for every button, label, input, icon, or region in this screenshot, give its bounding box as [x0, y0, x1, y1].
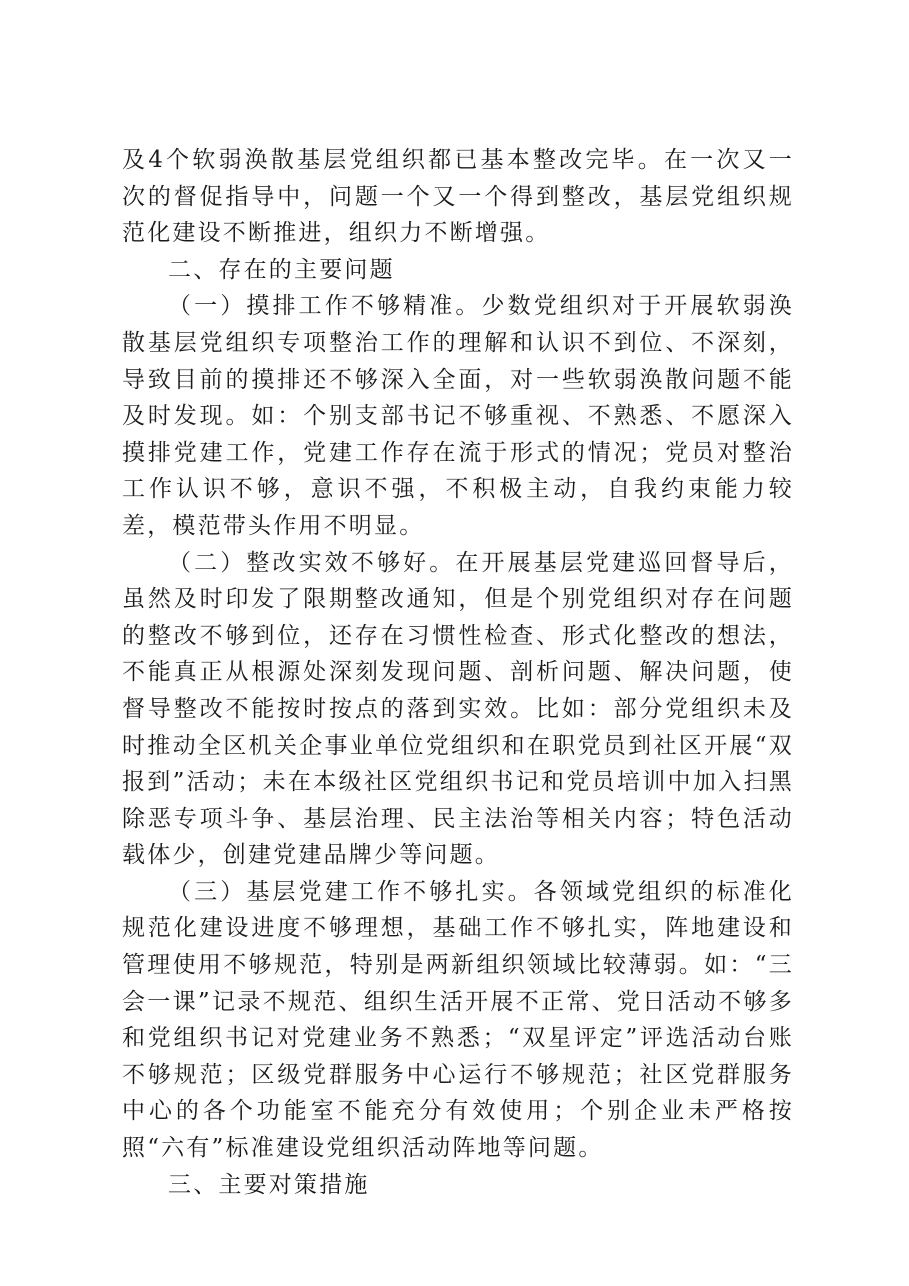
paragraph-problem-1: （一）摸排工作不够精准。少数党组织对于开展软弱涣散基层党组织专项整治工作的理解和认识不到位、不深刻，导致目前的摸排还不够深入全面，对一些软弱涣散问题不能及时发现。如：个别支部书记不够重视、不熟悉、不愿深入摸排党建工作，党建工作存在流于形式的情况；党员对整治工作认识不够，意识不强，不积极主动，自我约束能力较差，模范带头作用不明显。	[122, 293, 794, 539]
paragraph-problem-2: （二）整改实效不够好。在开展基层党建巡回督导后，虽然及时印发了限期整改通知，但是个别党组织对存在问题的整改不够到位，还存在习惯性检查、形式化整改的想法，不能真正从根源处深刻发现问题、剖析问题、解决问题，使督导整改不能按时按点的落到实效。比如：部分党组织未及时推动全区机关企事业单位党组织和在职党员到社区开展“双报到”活动；未在本级社区党组织书记和党员培训中加入扫黑除恶专项斗争、基层治理、民主法治等相关内容；特色活动载体少，创建党建品牌少等问题。	[122, 549, 794, 869]
paragraph-problem-3: （三）基层党建工作不够扎实。各领域党组织的标准化规范化建设进度不够理想，基础工作不够扎实，阵地建设和管理使用不够规范，特别是两新组织领域比较薄弱。如：“三会一课”记录不规范、组织生活开展不正常、党日活动不够多和党组织书记对党建业务不熟悉；“双星评定”评选活动台账不够规范；区级党群服务中心运行不够规范；社区党群服务中心的各个功能室不能充分有效使用；个别企业未严格按照“六有”标准建设党组织活动阵地等问题。	[122, 878, 794, 1162]
section-heading-main-problems: 二、存在的主要问题	[168, 256, 395, 283]
document-body	[122, 142, 794, 1203]
paragraph-rectification-summary: 及4个软弱涣散基层党组织都已基本整改完毕。在一次又一次的督促指导中，问题一个又一个得到整改，基层党组织规范化建设不断推进，组织力不断增强。	[122, 147, 794, 247]
section-heading-countermeasures: 三、主要对策措施	[168, 1171, 370, 1198]
